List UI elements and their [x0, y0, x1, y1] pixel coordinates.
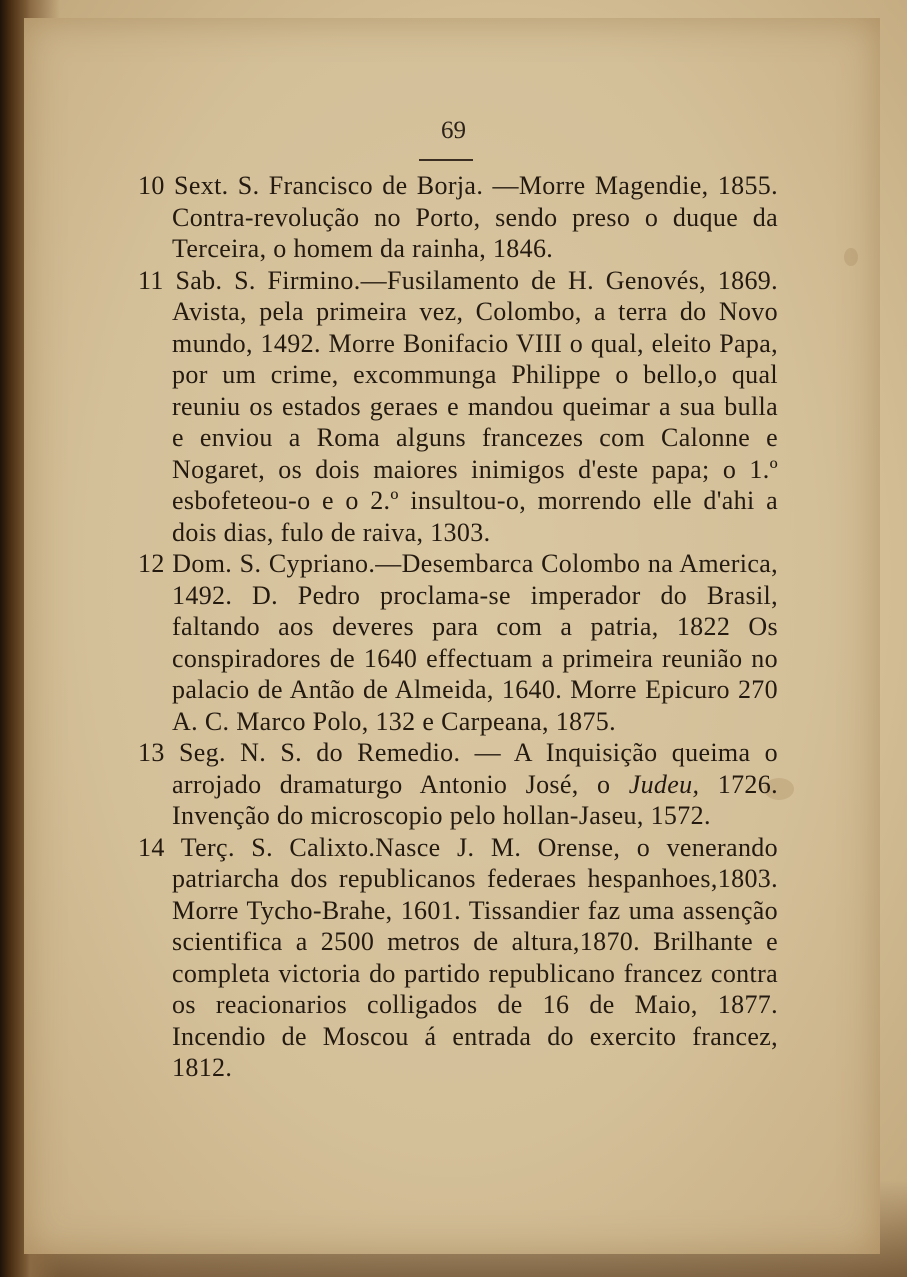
entry-text: Terç. S. Calixto.Nasce J. M. Orense, o venerando patriarcha dos republicanos federaes hespanhoes,1803. Morre Tycho-Brahe, 1601. Tissandier faz uma assenção scientifica a 2500 metros de altura,1870. Brilhante e completa victoria do partido republicano francez contra os reacionarios colligados de 16 de Maio, 1877. Incendio de Moscou á entrada do exercito francez, 1812. [172, 832, 778, 1082]
page-number: 69 [441, 117, 466, 144]
book-spine-edge [0, 0, 26, 1277]
entry-day-12 [138, 548, 778, 737]
entry-day-number: 11 [138, 265, 164, 295]
entry-day-10 [138, 170, 778, 265]
entry-text: Seg. N. S. do Remedio. — A Inquisição queima o arrojado dramaturgo Antonio José, o [172, 738, 778, 799]
entry-text-continued: 1726. Invenção do microscopio pelo hollan-Jaseu, 1572. [172, 769, 778, 830]
entry-day-number: 12 [138, 549, 165, 578]
entry-day-number: 14 [138, 832, 165, 862]
entry-day-14 [138, 832, 778, 1084]
entry-day-13 [138, 737, 778, 832]
entry-text: Sext. S. Francisco de Borja. —Morre Magendie, 1855. Contra-revolução no Porto, sendo preso o duque da Terceira, o homem da rainha, 1846. [172, 171, 778, 263]
paper-stain [844, 248, 858, 266]
entry-text: Dom. S. Cypriano.—Desembarca Colombo na America, 1492. D. Pedro proclama-se imperador do Brasil, faltando aos deveres para com a patria, 1822 Os conspiradores de 1640 effectuam a primeira reunião no palacio de Antão de Almeida, 1640. Morre Epicuro 270 A. C. Marco Polo, 132 e Carpeana, 1875. [172, 549, 778, 736]
calendar-entries [138, 170, 778, 1084]
entry-day-number: 10 [138, 171, 165, 200]
entry-day-11 [138, 265, 778, 549]
entry-italic-text: Judeu, [628, 769, 700, 799]
entry-day-number: 13 [138, 738, 165, 767]
header-rule [419, 159, 473, 161]
entry-text: Sab. S. Firmino.—Fusilamento de H. Genovés, 1869. Avista, pela primeira vez, Colombo, a terra do Novo mundo, 1492. Morre Bonifacio VIII o qual, eleito Papa, por um crime, excommunga Philippe o bello,o qual reuniu os estados geraes e mandou queimar a sua bulla e enviou a Roma alguns francezes com Calonne e Nogaret, os dois maiores inimigos d'este papa; o 1.º esbofeteou-o e o 2.º insultou-o, morrendo elle d'ahi a dois dias, fulo de raiva, 1303. [172, 265, 778, 547]
